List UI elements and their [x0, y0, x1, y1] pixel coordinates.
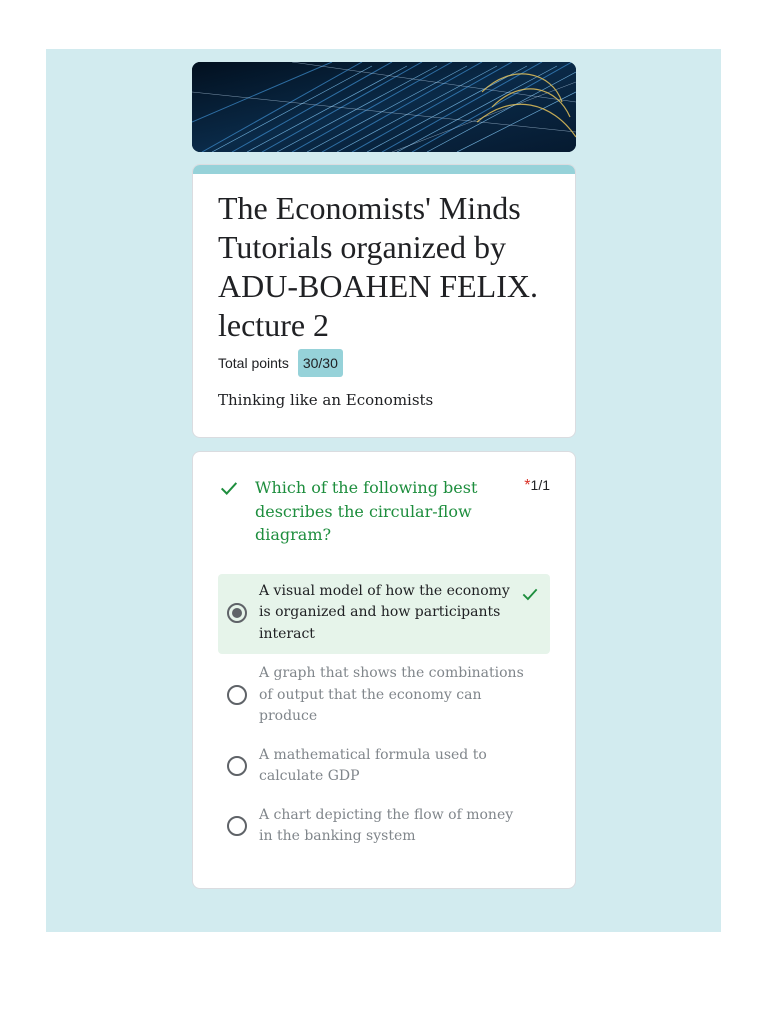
total-points-label: Total points	[218, 355, 289, 371]
option-label: A chart depicting the flow of money in the banking system	[259, 806, 514, 844]
header-banner-image	[192, 62, 576, 152]
check-icon	[520, 584, 540, 604]
option-1[interactable]	[218, 574, 550, 655]
radio-unselected[interactable]	[227, 685, 247, 705]
option-4[interactable]	[218, 799, 550, 856]
check-icon	[218, 477, 240, 499]
radio-unselected[interactable]	[227, 756, 247, 776]
question-header	[218, 476, 550, 547]
required-asterisk: *	[524, 477, 531, 494]
total-points-row	[218, 349, 551, 377]
form-description: Thinking like an Economists	[218, 391, 434, 409]
question-text: Which of the following best describes the circular-flow diagram?	[255, 478, 478, 544]
question-card	[192, 451, 576, 889]
header-accent-bar	[193, 165, 575, 174]
option-3[interactable]	[218, 739, 550, 796]
option-2[interactable]	[218, 657, 550, 736]
question-score-value: 1/1	[530, 477, 550, 493]
total-points-badge: 30/30	[298, 349, 343, 377]
option-label: A mathematical formula used to calculate GDP	[259, 746, 487, 784]
radio-unselected[interactable]	[227, 816, 247, 836]
form-column	[192, 62, 576, 889]
option-label: A graph that shows the combinations of output that the economy can produce	[259, 665, 524, 724]
form-title: The Economists' Minds Tutorials organized by ADU-BOAHEN FELIX. lecture 2	[218, 190, 546, 343]
question-score	[524, 476, 550, 495]
option-label: A visual model of how the economy is organized and how participants interact	[259, 582, 510, 642]
radio-selected[interactable]	[227, 603, 247, 623]
answer-options	[218, 574, 550, 856]
form-header-card	[192, 164, 576, 438]
